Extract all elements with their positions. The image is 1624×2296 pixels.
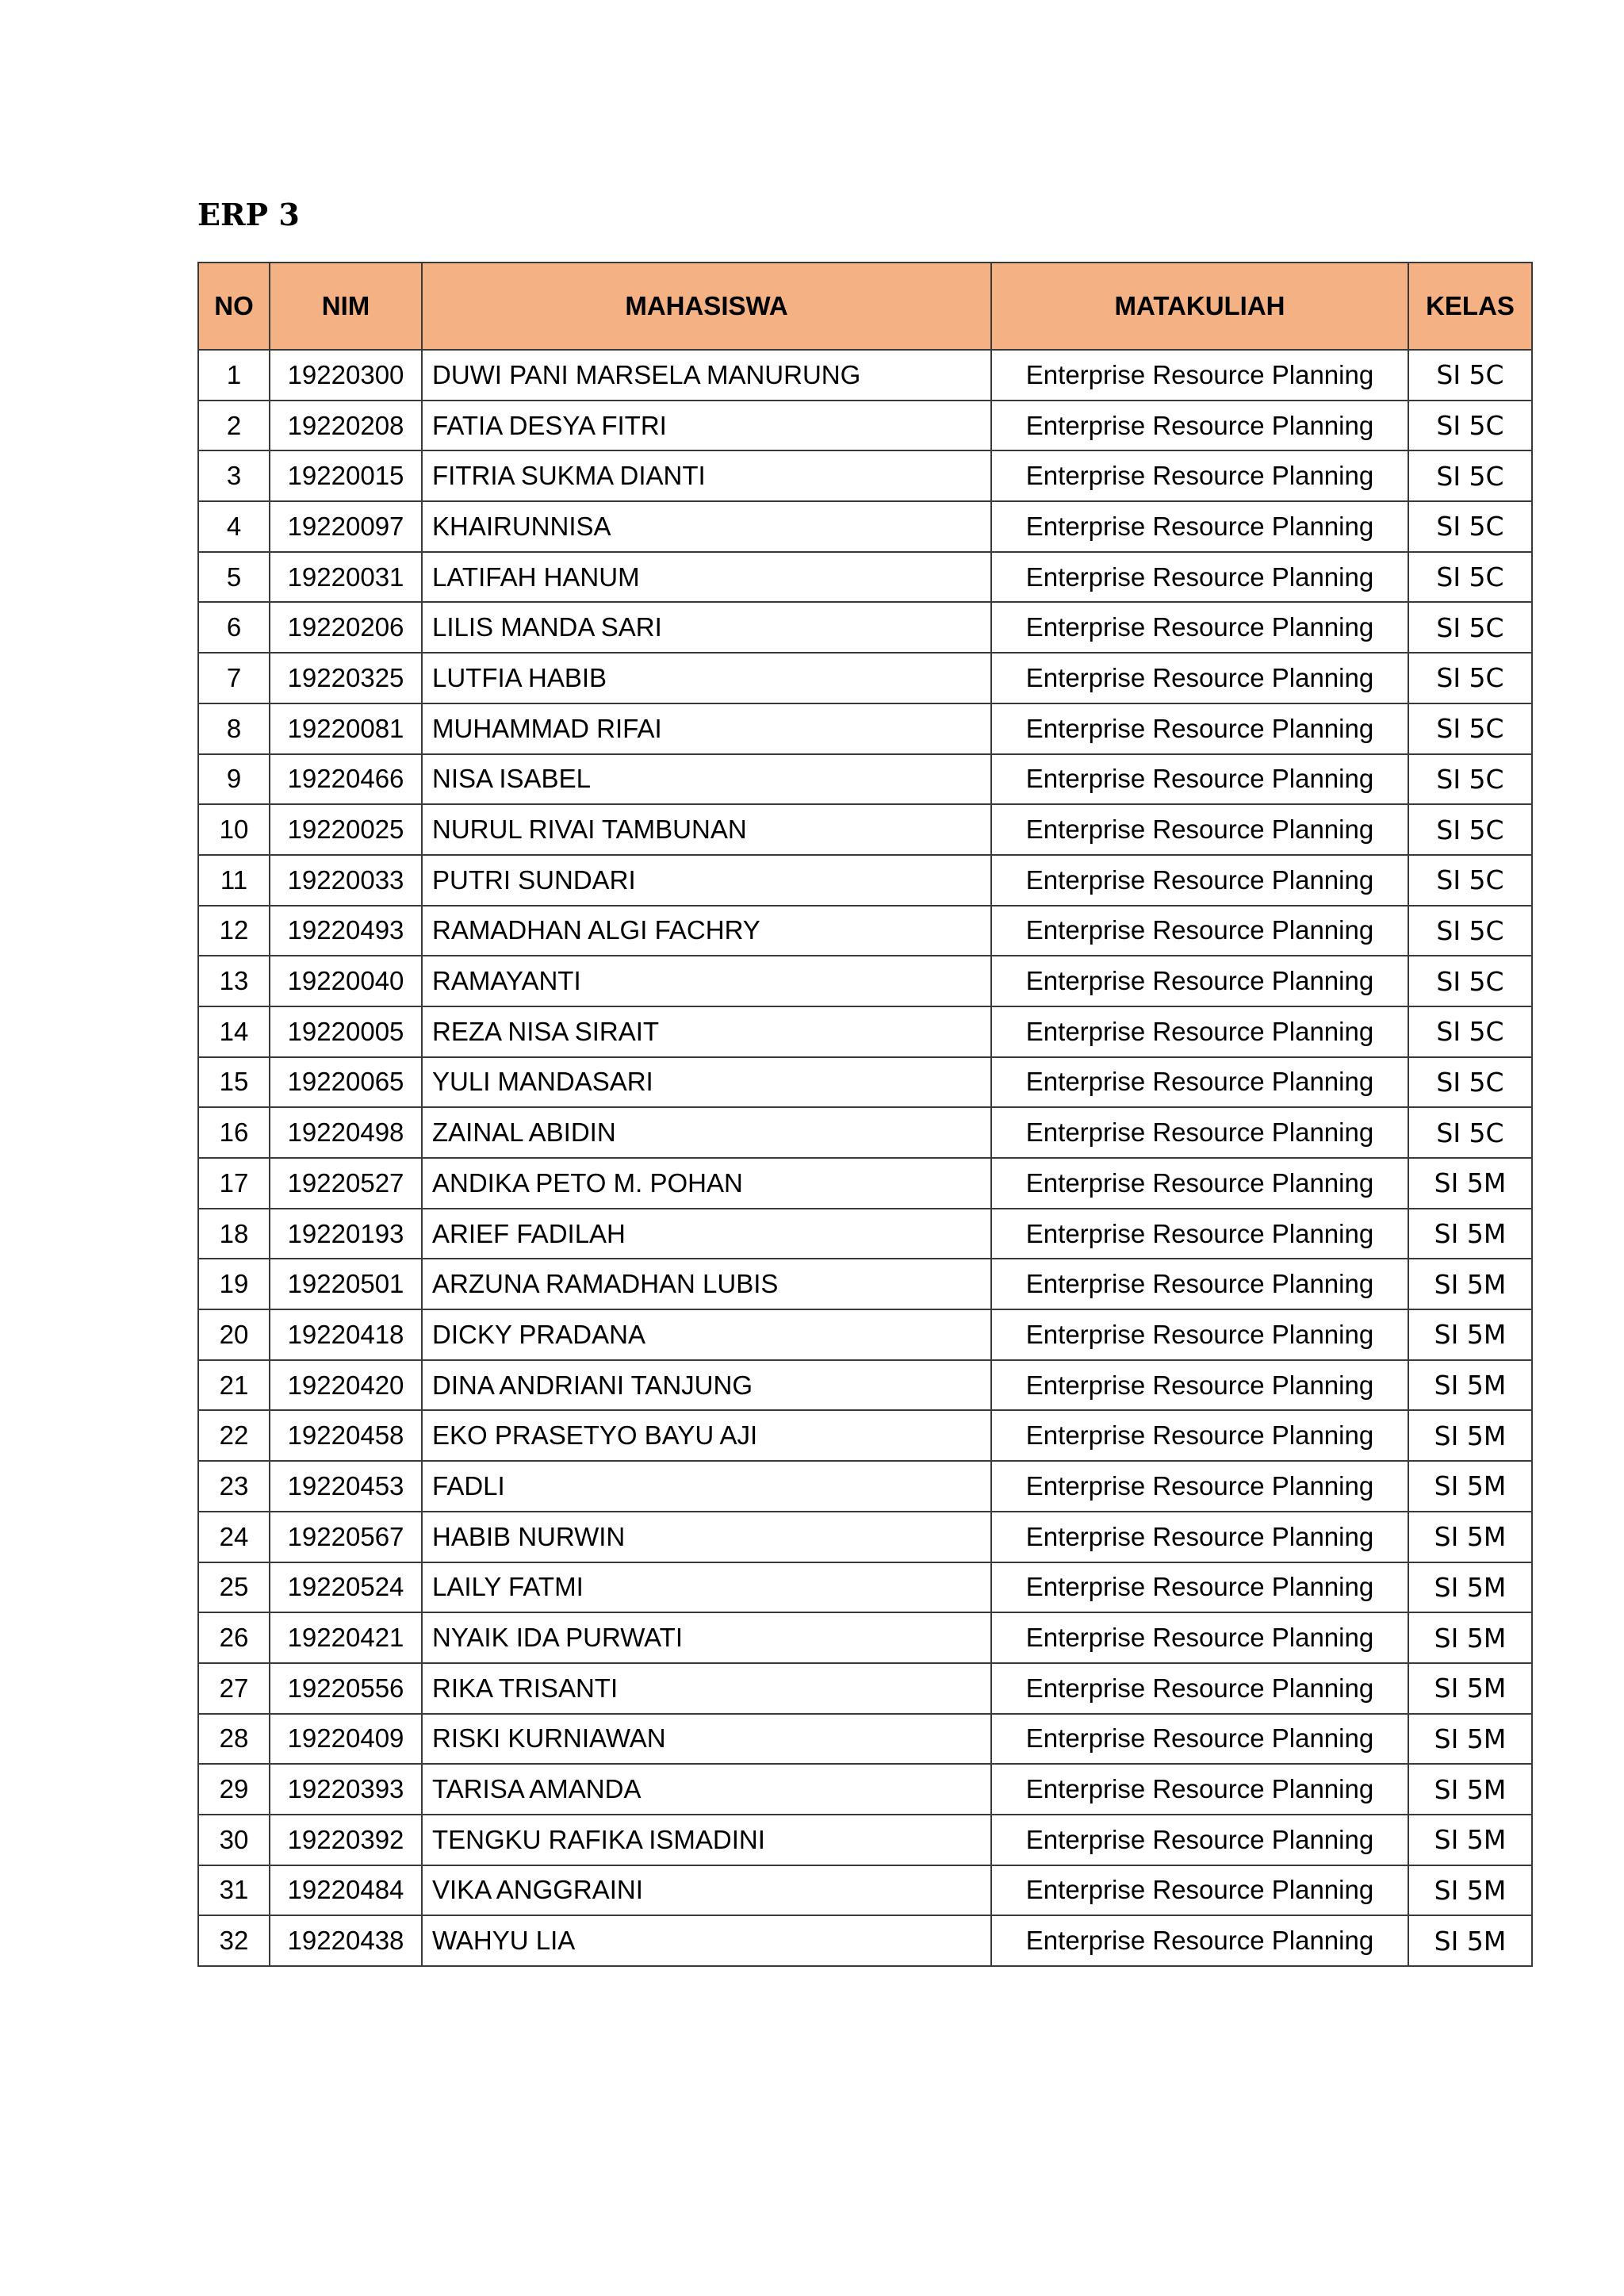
cell-matakuliah: Enterprise Resource Planning <box>991 350 1408 401</box>
table-row <box>198 1461 1532 1512</box>
cell-matakuliah: Enterprise Resource Planning <box>991 1209 1408 1259</box>
cell-mahasiswa: MUHAMMAD RIFAI <box>422 703 991 754</box>
cell-kelas: SI 5C <box>1408 804 1532 855</box>
cell-no: 15 <box>198 1057 270 1108</box>
cell-matakuliah: Enterprise Resource Planning <box>991 1663 1408 1714</box>
cell-nim: 19220453 <box>270 1461 422 1512</box>
cell-nim: 19220418 <box>270 1309 422 1360</box>
cell-nim: 19220031 <box>270 552 422 603</box>
cell-mahasiswa: FATIA DESYA FITRI <box>422 401 991 451</box>
header-mahasiswa: MAHASISWA <box>422 263 991 350</box>
table-row <box>198 1815 1532 1865</box>
cell-mahasiswa: NYAIK IDA PURWATI <box>422 1612 991 1663</box>
cell-mahasiswa: TENGKU RAFIKA ISMADINI <box>422 1815 991 1865</box>
table-row <box>198 1006 1532 1057</box>
cell-nim: 19220493 <box>270 906 422 956</box>
table-row <box>198 450 1532 501</box>
table-row <box>198 1512 1532 1562</box>
cell-nim: 19220409 <box>270 1714 422 1765</box>
cell-no: 21 <box>198 1360 270 1411</box>
cell-kelas: SI 5M <box>1408 1815 1532 1865</box>
cell-matakuliah: Enterprise Resource Planning <box>991 552 1408 603</box>
header-no: NO <box>198 263 270 350</box>
cell-nim: 19220458 <box>270 1410 422 1461</box>
cell-matakuliah: Enterprise Resource Planning <box>991 401 1408 451</box>
cell-nim: 19220193 <box>270 1209 422 1259</box>
table-row <box>198 1309 1532 1360</box>
cell-no: 11 <box>198 855 270 906</box>
cell-no: 10 <box>198 804 270 855</box>
cell-matakuliah: Enterprise Resource Planning <box>991 1815 1408 1865</box>
cell-mahasiswa: FITRIA SUKMA DIANTI <box>422 450 991 501</box>
cell-mahasiswa: LATIFAH HANUM <box>422 552 991 603</box>
cell-nim: 19220420 <box>270 1360 422 1411</box>
cell-matakuliah: Enterprise Resource Planning <box>991 1915 1408 1966</box>
cell-matakuliah: Enterprise Resource Planning <box>991 501 1408 552</box>
cell-matakuliah: Enterprise Resource Planning <box>991 956 1408 1006</box>
table-row <box>198 754 1532 805</box>
cell-no: 8 <box>198 703 270 754</box>
cell-no: 19 <box>198 1259 270 1309</box>
cell-mahasiswa: DINA ANDRIANI TANJUNG <box>422 1360 991 1411</box>
cell-kelas: SI 5C <box>1408 1057 1532 1108</box>
table-row <box>198 1612 1532 1663</box>
table-row <box>198 1410 1532 1461</box>
cell-mahasiswa: NISA ISABEL <box>422 754 991 805</box>
cell-nim: 19220097 <box>270 501 422 552</box>
table-body <box>198 350 1532 1966</box>
cell-no: 32 <box>198 1915 270 1966</box>
cell-nim: 19220033 <box>270 855 422 906</box>
cell-nim: 19220524 <box>270 1562 422 1613</box>
cell-no: 31 <box>198 1865 270 1916</box>
cell-no: 6 <box>198 602 270 653</box>
cell-matakuliah: Enterprise Resource Planning <box>991 855 1408 906</box>
cell-mahasiswa: YULI MANDASARI <box>422 1057 991 1108</box>
cell-matakuliah: Enterprise Resource Planning <box>991 1259 1408 1309</box>
cell-no: 26 <box>198 1612 270 1663</box>
table-row <box>198 653 1532 703</box>
cell-matakuliah: Enterprise Resource Planning <box>991 1764 1408 1815</box>
table-row <box>198 501 1532 552</box>
cell-kelas: SI 5M <box>1408 1410 1532 1461</box>
cell-mahasiswa: HABIB NURWIN <box>422 1512 991 1562</box>
cell-matakuliah: Enterprise Resource Planning <box>991 804 1408 855</box>
cell-kelas: SI 5M <box>1408 1158 1532 1209</box>
table-row <box>198 1259 1532 1309</box>
cell-nim: 19220527 <box>270 1158 422 1209</box>
cell-nim: 19220392 <box>270 1815 422 1865</box>
table-row <box>198 552 1532 603</box>
cell-nim: 19220325 <box>270 653 422 703</box>
table-row <box>198 906 1532 956</box>
cell-nim: 19220393 <box>270 1764 422 1815</box>
cell-nim: 19220556 <box>270 1663 422 1714</box>
cell-mahasiswa: TARISA AMANDA <box>422 1764 991 1815</box>
cell-matakuliah: Enterprise Resource Planning <box>991 1107 1408 1158</box>
cell-no: 14 <box>198 1006 270 1057</box>
cell-nim: 19220005 <box>270 1006 422 1057</box>
cell-matakuliah: Enterprise Resource Planning <box>991 754 1408 805</box>
table-row <box>198 1107 1532 1158</box>
header-kelas: KELAS <box>1408 263 1532 350</box>
cell-mahasiswa: ARZUNA RAMADHAN LUBIS <box>422 1259 991 1309</box>
cell-kelas: SI 5C <box>1408 450 1532 501</box>
cell-nim: 19220567 <box>270 1512 422 1562</box>
cell-no: 18 <box>198 1209 270 1259</box>
cell-matakuliah: Enterprise Resource Planning <box>991 1410 1408 1461</box>
table-row <box>198 1714 1532 1765</box>
cell-kelas: SI 5C <box>1408 1107 1532 1158</box>
cell-mahasiswa: REZA NISA SIRAIT <box>422 1006 991 1057</box>
table-header-row <box>198 263 1532 350</box>
cell-kelas: SI 5C <box>1408 401 1532 451</box>
cell-kelas: SI 5M <box>1408 1512 1532 1562</box>
cell-no: 23 <box>198 1461 270 1512</box>
cell-mahasiswa: LUTFIA HABIB <box>422 653 991 703</box>
cell-mahasiswa: RAMADHAN ALGI FACHRY <box>422 906 991 956</box>
cell-kelas: SI 5C <box>1408 956 1532 1006</box>
cell-matakuliah: Enterprise Resource Planning <box>991 1512 1408 1562</box>
cell-nim: 19220484 <box>270 1865 422 1916</box>
cell-kelas: SI 5C <box>1408 501 1532 552</box>
cell-nim: 19220498 <box>270 1107 422 1158</box>
cell-nim: 19220081 <box>270 703 422 754</box>
cell-matakuliah: Enterprise Resource Planning <box>991 1360 1408 1411</box>
cell-kelas: SI 5M <box>1408 1562 1532 1613</box>
cell-kelas: SI 5C <box>1408 855 1532 906</box>
cell-mahasiswa: KHAIRUNNISA <box>422 501 991 552</box>
cell-kelas: SI 5M <box>1408 1309 1532 1360</box>
cell-no: 25 <box>198 1562 270 1613</box>
cell-mahasiswa: LILIS MANDA SARI <box>422 602 991 653</box>
cell-kelas: SI 5C <box>1408 552 1532 603</box>
cell-kelas: SI 5C <box>1408 1006 1532 1057</box>
cell-mahasiswa: DICKY PRADANA <box>422 1309 991 1360</box>
cell-no: 9 <box>198 754 270 805</box>
cell-kelas: SI 5M <box>1408 1915 1532 1966</box>
cell-matakuliah: Enterprise Resource Planning <box>991 1562 1408 1613</box>
cell-kelas: SI 5C <box>1408 653 1532 703</box>
table-row <box>198 855 1532 906</box>
cell-nim: 19220300 <box>270 350 422 401</box>
cell-matakuliah: Enterprise Resource Planning <box>991 1612 1408 1663</box>
cell-mahasiswa: ARIEF FADILAH <box>422 1209 991 1259</box>
cell-mahasiswa: VIKA ANGGRAINI <box>422 1865 991 1916</box>
cell-matakuliah: Enterprise Resource Planning <box>991 1714 1408 1765</box>
header-matakuliah: MATAKULIAH <box>991 263 1408 350</box>
cell-kelas: SI 5M <box>1408 1612 1532 1663</box>
cell-mahasiswa: RISKI KURNIAWAN <box>422 1714 991 1765</box>
cell-kelas: SI 5C <box>1408 906 1532 956</box>
cell-kelas: SI 5M <box>1408 1764 1532 1815</box>
cell-kelas: SI 5M <box>1408 1259 1532 1309</box>
cell-matakuliah: Enterprise Resource Planning <box>991 1865 1408 1916</box>
table-row <box>198 1663 1532 1714</box>
cell-kelas: SI 5M <box>1408 1461 1532 1512</box>
cell-no: 1 <box>198 350 270 401</box>
student-roster-table <box>197 262 1533 1967</box>
cell-matakuliah: Enterprise Resource Planning <box>991 602 1408 653</box>
cell-no: 24 <box>198 1512 270 1562</box>
cell-mahasiswa: ANDIKA PETO M. POHAN <box>422 1158 991 1209</box>
table-row <box>198 1865 1532 1916</box>
cell-mahasiswa: NURUL RIVAI TAMBUNAN <box>422 804 991 855</box>
table-row <box>198 1360 1532 1411</box>
cell-mahasiswa: FADLI <box>422 1461 991 1512</box>
cell-kelas: SI 5C <box>1408 602 1532 653</box>
cell-no: 3 <box>198 450 270 501</box>
table-row <box>198 1158 1532 1209</box>
table-row <box>198 804 1532 855</box>
cell-matakuliah: Enterprise Resource Planning <box>991 1158 1408 1209</box>
table-row <box>198 1764 1532 1815</box>
cell-no: 20 <box>198 1309 270 1360</box>
cell-mahasiswa: PUTRI SUNDARI <box>422 855 991 906</box>
cell-kelas: SI 5M <box>1408 1209 1532 1259</box>
cell-no: 5 <box>198 552 270 603</box>
cell-no: 2 <box>198 401 270 451</box>
cell-mahasiswa: DUWI PANI MARSELA MANURUNG <box>422 350 991 401</box>
cell-nim: 19220421 <box>270 1612 422 1663</box>
table-row <box>198 602 1532 653</box>
cell-mahasiswa: EKO PRASETYO BAYU AJI <box>422 1410 991 1461</box>
cell-kelas: SI 5M <box>1408 1360 1532 1411</box>
cell-no: 16 <box>198 1107 270 1158</box>
cell-matakuliah: Enterprise Resource Planning <box>991 906 1408 956</box>
cell-no: 12 <box>198 906 270 956</box>
cell-matakuliah: Enterprise Resource Planning <box>991 653 1408 703</box>
cell-no: 22 <box>198 1410 270 1461</box>
cell-mahasiswa: LAILY FATMI <box>422 1562 991 1613</box>
cell-no: 28 <box>198 1714 270 1765</box>
cell-matakuliah: Enterprise Resource Planning <box>991 1309 1408 1360</box>
cell-matakuliah: Enterprise Resource Planning <box>991 1006 1408 1057</box>
table-row <box>198 1562 1532 1613</box>
cell-no: 27 <box>198 1663 270 1714</box>
cell-matakuliah: Enterprise Resource Planning <box>991 703 1408 754</box>
cell-mahasiswa: ZAINAL ABIDIN <box>422 1107 991 1158</box>
table-row <box>198 350 1532 401</box>
cell-matakuliah: Enterprise Resource Planning <box>991 450 1408 501</box>
table-row <box>198 703 1532 754</box>
cell-nim: 19220438 <box>270 1915 422 1966</box>
table-row <box>198 956 1532 1006</box>
cell-matakuliah: Enterprise Resource Planning <box>991 1057 1408 1108</box>
cell-mahasiswa: RAMAYANTI <box>422 956 991 1006</box>
cell-nim: 19220206 <box>270 602 422 653</box>
table-row <box>198 1915 1532 1966</box>
cell-no: 7 <box>198 653 270 703</box>
cell-kelas: SI 5M <box>1408 1714 1532 1765</box>
cell-no: 17 <box>198 1158 270 1209</box>
cell-kelas: SI 5C <box>1408 703 1532 754</box>
table-row <box>198 1209 1532 1259</box>
cell-no: 30 <box>198 1815 270 1865</box>
cell-nim: 19220015 <box>270 450 422 501</box>
cell-no: 29 <box>198 1764 270 1815</box>
table-row <box>198 1057 1532 1108</box>
cell-matakuliah: Enterprise Resource Planning <box>991 1461 1408 1512</box>
document-title: ERP 3 <box>197 197 300 232</box>
cell-no: 13 <box>198 956 270 1006</box>
cell-nim: 19220040 <box>270 956 422 1006</box>
header-nim: NIM <box>270 263 422 350</box>
cell-nim: 19220501 <box>270 1259 422 1309</box>
cell-mahasiswa: RIKA TRISANTI <box>422 1663 991 1714</box>
cell-nim: 19220208 <box>270 401 422 451</box>
cell-kelas: SI 5M <box>1408 1865 1532 1916</box>
cell-no: 4 <box>198 501 270 552</box>
cell-nim: 19220065 <box>270 1057 422 1108</box>
cell-kelas: SI 5C <box>1408 754 1532 805</box>
cell-nim: 19220025 <box>270 804 422 855</box>
cell-nim: 19220466 <box>270 754 422 805</box>
cell-kelas: SI 5C <box>1408 350 1532 401</box>
cell-kelas: SI 5M <box>1408 1663 1532 1714</box>
table-row <box>198 401 1532 451</box>
cell-mahasiswa: WAHYU LIA <box>422 1915 991 1966</box>
